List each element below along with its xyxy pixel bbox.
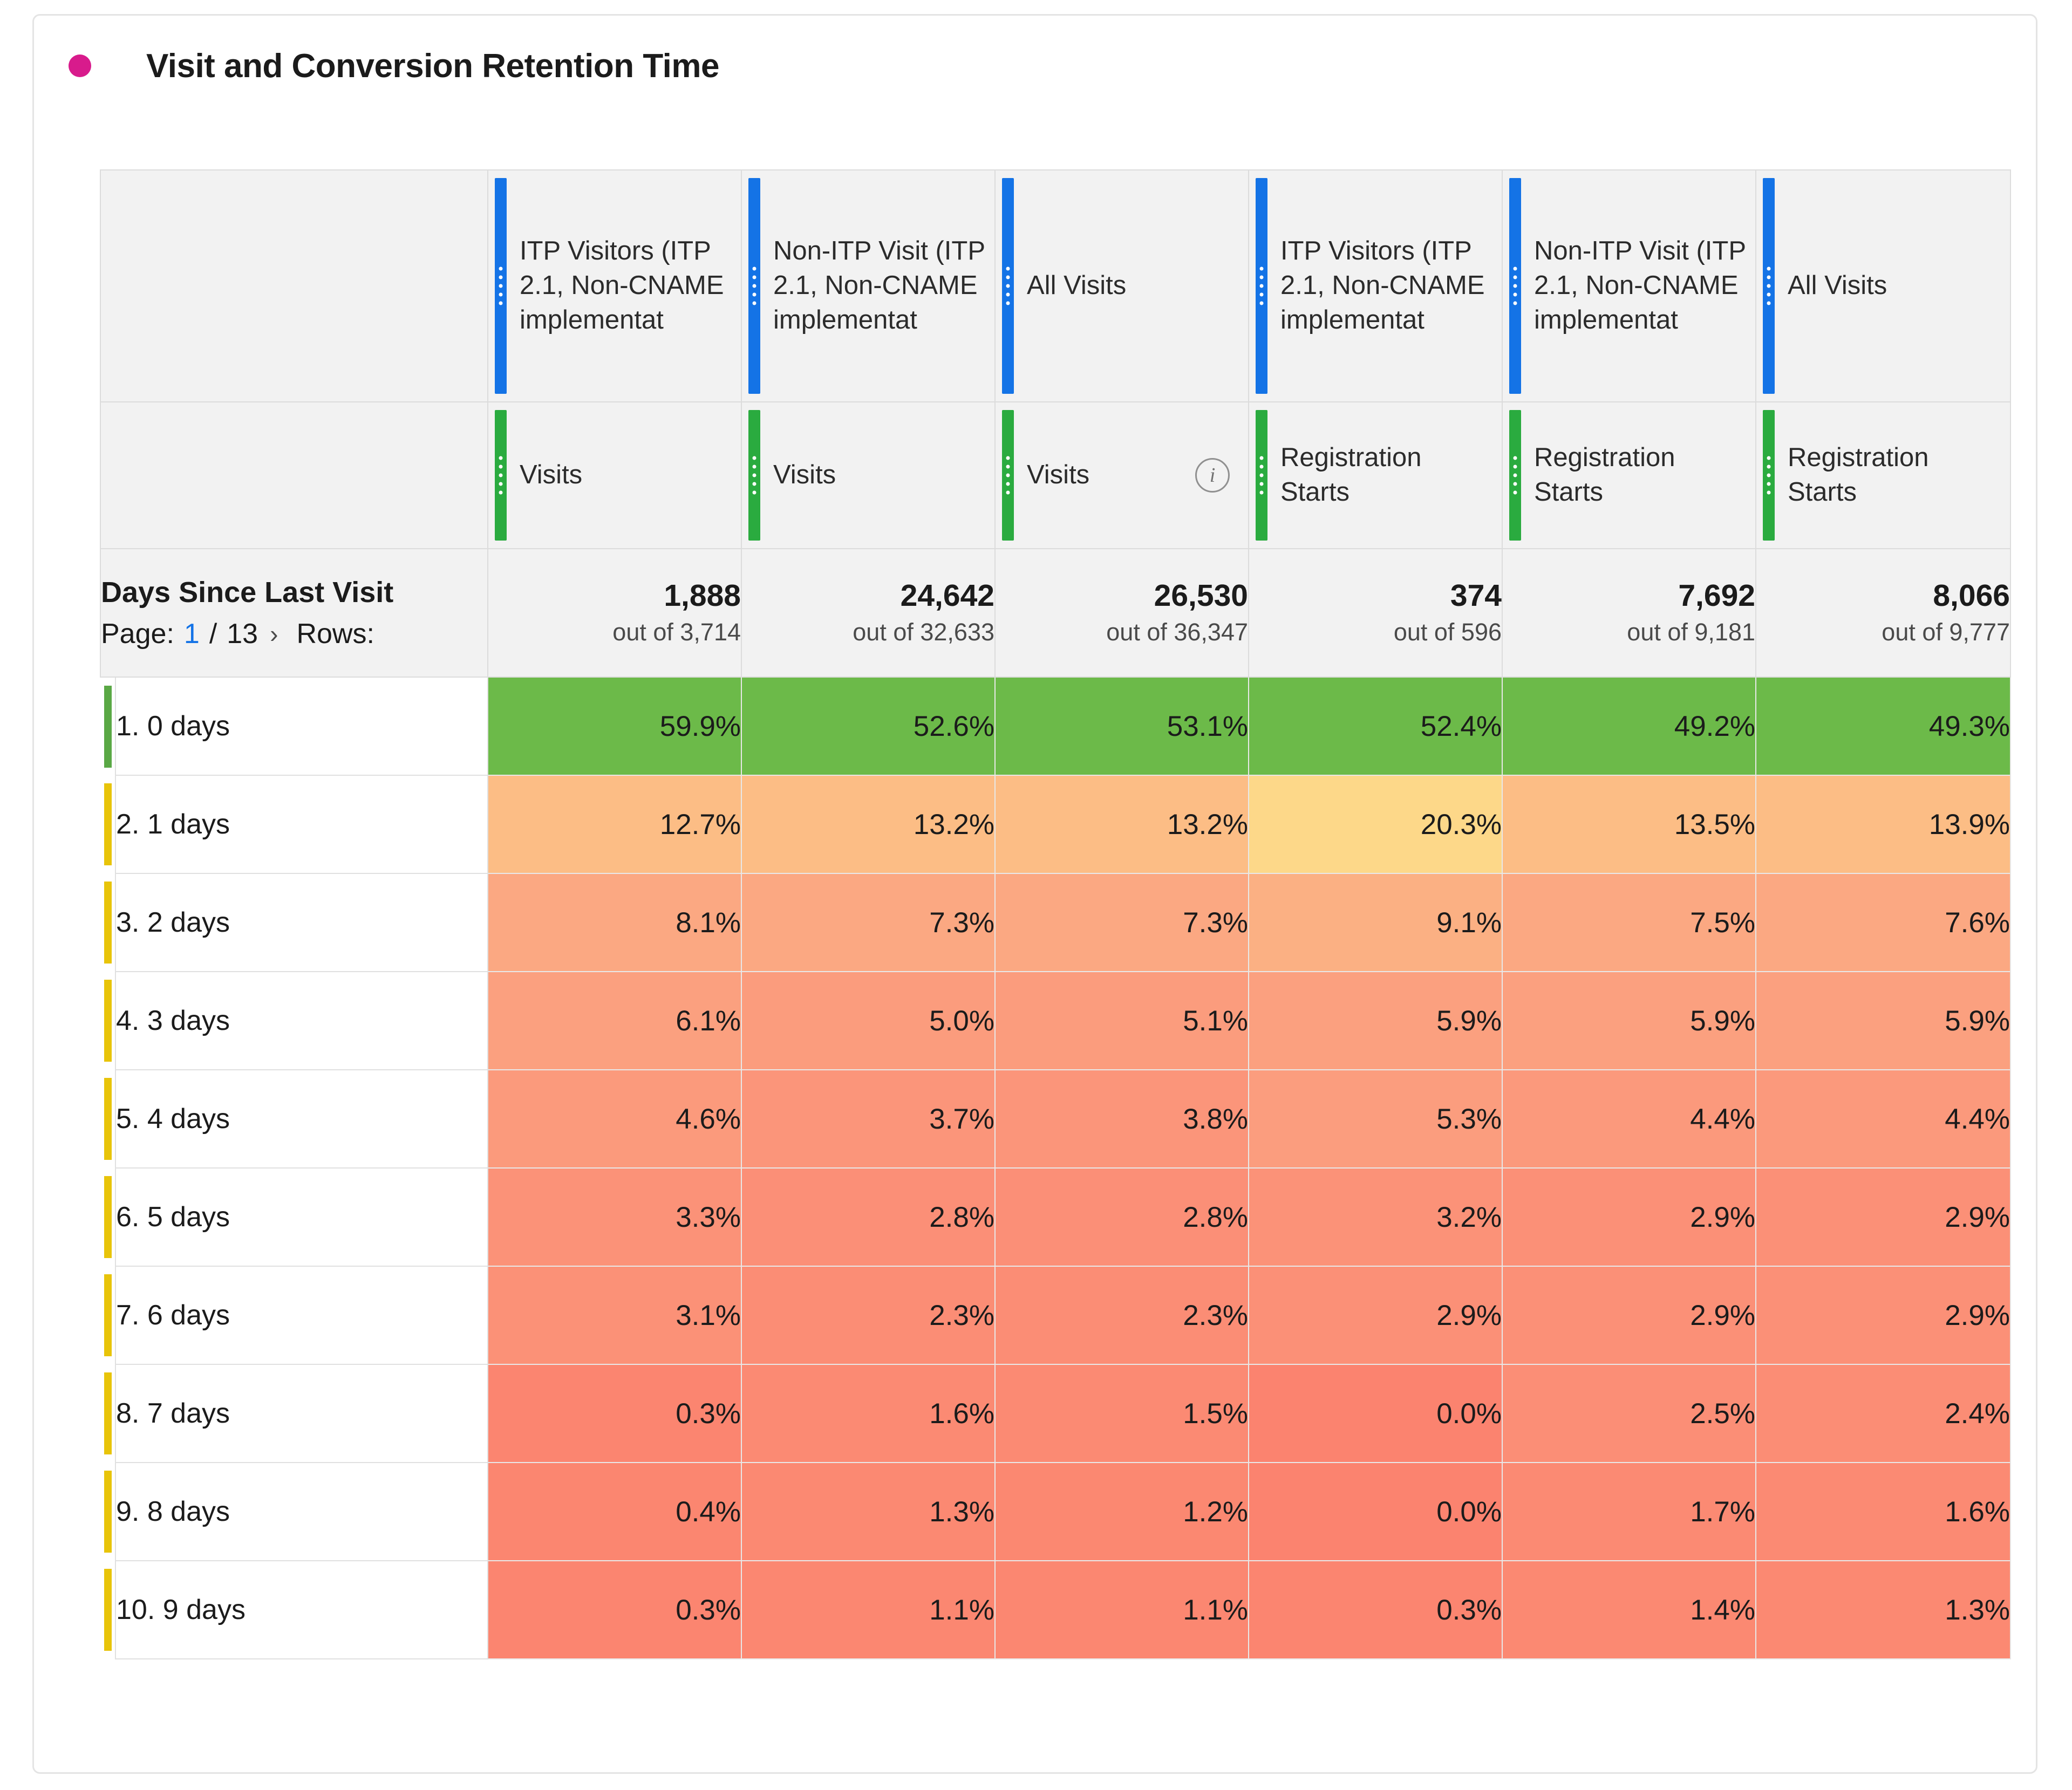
cell-value[interactable]: 5.9%	[1756, 972, 2010, 1070]
cell-value[interactable]: 3.3%	[488, 1168, 741, 1266]
pager	[101, 618, 487, 650]
table-body	[100, 677, 2010, 1659]
table-row[interactable]	[100, 1168, 2010, 1266]
row-color-bar-cell	[100, 1168, 115, 1266]
segment-header-label: All Visits	[1788, 271, 1887, 300]
row-label[interactable]: 3. 2 days	[115, 873, 488, 972]
row-color-bar	[104, 1176, 112, 1258]
drag-handle-icon[interactable]	[1256, 178, 1267, 394]
segment-header-2[interactable]	[995, 170, 1249, 402]
cell-value[interactable]: 7.6%	[1756, 873, 2010, 972]
row-color-bar	[104, 1471, 112, 1553]
cell-value[interactable]: 1.3%	[1756, 1561, 2010, 1659]
total-value: 1,888	[664, 578, 741, 613]
total-value: 26,530	[1154, 578, 1248, 613]
row-color-bar	[104, 882, 112, 964]
dimension-title: Days Since Last Visit	[101, 576, 394, 609]
cell-value[interactable]: 3.8%	[995, 1070, 1249, 1168]
page-title: Visit and Conversion Retention Time	[146, 47, 719, 85]
pager-total-pages: 13	[227, 618, 258, 650]
cell-value[interactable]: 5.3%	[1249, 1070, 1502, 1168]
info-icon[interactable]: i	[1195, 458, 1230, 493]
drag-handle-icon[interactable]	[748, 410, 760, 541]
segment-header-label: All Visits	[1027, 271, 1127, 300]
row-label[interactable]: 5. 4 days	[115, 1070, 488, 1168]
total-outof: out of 596	[1393, 618, 1502, 646]
segment-header-4[interactable]	[1502, 170, 1756, 402]
freeform-table-panel	[32, 14, 2037, 1774]
metric-header-label: Registration Starts	[1280, 443, 1422, 507]
row-label[interactable]: 9. 8 days	[115, 1463, 488, 1561]
row-color-bar	[104, 1274, 112, 1356]
metric-header-5[interactable]	[1756, 402, 2010, 549]
cell-value[interactable]: 13.2%	[995, 775, 1249, 873]
cell-value[interactable]: 0.3%	[488, 1561, 741, 1659]
chevron-right-icon[interactable]: ›	[270, 620, 278, 648]
cell-value[interactable]: 9.1%	[1249, 873, 1502, 972]
row-label[interactable]: 10. 9 days	[115, 1561, 488, 1659]
row-color-bar	[104, 1078, 112, 1160]
segment-header-5[interactable]	[1756, 170, 2010, 402]
total-outof: out of 32,633	[853, 618, 994, 646]
total-value: 8,066	[1933, 578, 2010, 613]
cell-value[interactable]: 2.5%	[1502, 1364, 1756, 1463]
metric-header-2[interactable]	[995, 402, 1249, 549]
row-color-bar	[104, 1372, 112, 1454]
cell-value[interactable]: 0.4%	[488, 1463, 741, 1561]
metric-header-4[interactable]	[1502, 402, 1756, 549]
cell-value[interactable]: 5.1%	[995, 972, 1249, 1070]
cell-value[interactable]: 1.6%	[1756, 1463, 2010, 1561]
freeform-table	[100, 169, 2010, 1659]
cell-value[interactable]: 3.1%	[488, 1266, 741, 1364]
cell-value[interactable]: 7.3%	[741, 873, 995, 972]
row-color-bar-cell	[100, 775, 115, 873]
total-cell-3	[1249, 549, 1502, 677]
cell-value[interactable]: 13.9%	[1756, 775, 2010, 873]
total-value: 24,642	[900, 578, 994, 613]
metric-header-3[interactable]	[1249, 402, 1502, 549]
row-color-bar-cell	[100, 873, 115, 972]
cell-value[interactable]: 0.3%	[1249, 1561, 1502, 1659]
cell-value[interactable]: 1.7%	[1502, 1463, 1756, 1561]
pager-separator: /	[209, 618, 217, 650]
cell-value[interactable]: 0.0%	[1249, 1364, 1502, 1463]
cell-value[interactable]: 52.4%	[1249, 677, 1502, 775]
row-color-bar-cell	[100, 1561, 115, 1659]
metric-header-label: Visits	[1027, 460, 1090, 490]
drag-handle-icon[interactable]	[1763, 410, 1775, 541]
metric-header-label: Visits	[520, 460, 583, 490]
cell-value[interactable]: 7.5%	[1502, 873, 1756, 972]
total-outof: out of 9,777	[1882, 618, 2010, 646]
row-color-bar-cell	[100, 1266, 115, 1364]
cell-value[interactable]: 4.6%	[488, 1070, 741, 1168]
segment-header-label: Non-ITP Visit (ITP 2.1, Non-CNAME implementat	[1534, 236, 1746, 334]
cell-value[interactable]: 13.2%	[741, 775, 995, 873]
cell-value[interactable]: 5.0%	[741, 972, 995, 1070]
cell-value[interactable]: 2.9%	[1249, 1266, 1502, 1364]
row-color-bar	[104, 686, 112, 768]
metric-header-0[interactable]	[488, 402, 741, 549]
cell-value[interactable]: 59.9%	[488, 677, 741, 775]
metric-header-label: Registration Starts	[1788, 443, 1929, 507]
cell-value[interactable]: 2.9%	[1502, 1266, 1756, 1364]
cell-value[interactable]: 52.6%	[741, 677, 995, 775]
cell-value[interactable]: 2.8%	[741, 1168, 995, 1266]
totals-row	[100, 549, 2010, 677]
total-cell-5	[1756, 549, 2010, 677]
total-value: 374	[1450, 578, 1502, 613]
cell-value[interactable]: 2.3%	[995, 1266, 1249, 1364]
table-row[interactable]	[100, 1364, 2010, 1463]
cell-value[interactable]: 8.1%	[488, 873, 741, 972]
cell-value[interactable]: 4.4%	[1502, 1070, 1756, 1168]
segment-header-label: ITP Visitors (ITP 2.1, Non-CNAME implementat	[1280, 236, 1485, 334]
cell-value[interactable]: 3.2%	[1249, 1168, 1502, 1266]
row-color-bar	[104, 783, 112, 865]
table-row[interactable]	[100, 1463, 2010, 1561]
panel-color-dot	[69, 54, 91, 77]
row-color-bar-cell	[100, 1070, 115, 1168]
row-label[interactable]: 1. 0 days	[115, 677, 488, 775]
drag-handle-icon[interactable]	[1002, 410, 1014, 541]
drag-handle-icon[interactable]	[1002, 178, 1014, 394]
segment-header-3[interactable]	[1249, 170, 1502, 402]
total-outof: out of 36,347	[1106, 618, 1248, 646]
header-corner-cell	[100, 170, 488, 402]
cell-value[interactable]: 0.0%	[1249, 1463, 1502, 1561]
cell-value[interactable]: 1.4%	[1502, 1561, 1756, 1659]
cell-value[interactable]: 49.3%	[1756, 677, 2010, 775]
drag-handle-icon[interactable]	[1509, 178, 1521, 394]
dimension-header-cell	[100, 549, 488, 677]
table-row[interactable]	[100, 1070, 2010, 1168]
cell-value[interactable]: 2.8%	[995, 1168, 1249, 1266]
table-row[interactable]	[100, 677, 2010, 775]
total-cell-0	[488, 549, 741, 677]
table-row[interactable]	[100, 1561, 2010, 1659]
cell-value[interactable]: 20.3%	[1249, 775, 1502, 873]
metric-header-label: Registration Starts	[1534, 443, 1675, 507]
total-cell-4	[1502, 549, 1756, 677]
panel-header	[34, 16, 2036, 85]
cell-value[interactable]: 1.5%	[995, 1364, 1249, 1463]
row-color-bar	[104, 980, 112, 1062]
cell-value[interactable]: 1.1%	[741, 1561, 995, 1659]
row-color-bar-cell	[100, 1364, 115, 1463]
drag-handle-icon[interactable]	[1763, 178, 1775, 394]
cell-value[interactable]: 12.7%	[488, 775, 741, 873]
drag-handle-icon[interactable]	[495, 410, 507, 541]
cell-value[interactable]: 1.2%	[995, 1463, 1249, 1561]
drag-handle-icon[interactable]	[495, 178, 507, 394]
cell-value[interactable]: 2.9%	[1756, 1266, 2010, 1364]
segment-header-label: ITP Visitors (ITP 2.1, Non-CNAME implementat	[520, 236, 724, 334]
row-label[interactable]: 8. 7 days	[115, 1364, 488, 1463]
cell-value[interactable]: 2.4%	[1756, 1364, 2010, 1463]
metric-header-label: Visits	[773, 460, 836, 490]
cell-value[interactable]: 1.1%	[995, 1561, 1249, 1659]
total-outof: out of 9,181	[1627, 618, 1755, 646]
segment-header-1[interactable]	[741, 170, 995, 402]
cell-value[interactable]: 2.3%	[741, 1266, 995, 1364]
drag-handle-icon[interactable]	[1509, 410, 1521, 541]
row-color-bar-cell	[100, 677, 115, 775]
cell-value[interactable]: 13.5%	[1502, 775, 1756, 873]
pager-current-page[interactable]: 1	[183, 618, 200, 650]
segment-header-0[interactable]	[488, 170, 741, 402]
cell-value[interactable]: 5.9%	[1249, 972, 1502, 1070]
drag-handle-icon[interactable]	[1256, 410, 1267, 541]
row-label[interactable]: 6. 5 days	[115, 1168, 488, 1266]
segment-header-label: Non-ITP Visit (ITP 2.1, Non-CNAME implementat	[773, 236, 985, 334]
row-label[interactable]: 2. 1 days	[115, 775, 488, 873]
row-label[interactable]: 4. 3 days	[115, 972, 488, 1070]
row-color-bar	[104, 1569, 112, 1651]
drag-handle-icon[interactable]	[748, 178, 760, 394]
table-row[interactable]	[100, 972, 2010, 1070]
segment-header-row	[100, 170, 2010, 402]
table-row[interactable]	[100, 1266, 2010, 1364]
metric-header-1[interactable]	[741, 402, 995, 549]
row-color-bar-cell	[100, 972, 115, 1070]
row-label[interactable]: 7. 6 days	[115, 1266, 488, 1364]
cell-value[interactable]: 49.2%	[1502, 677, 1756, 775]
metric-header-row	[100, 402, 2010, 549]
cell-value[interactable]: 7.3%	[995, 873, 1249, 972]
cell-value[interactable]: 4.4%	[1756, 1070, 2010, 1168]
cell-value[interactable]: 2.9%	[1502, 1168, 1756, 1266]
cell-value[interactable]: 53.1%	[995, 677, 1249, 775]
row-color-bar-cell	[100, 1463, 115, 1561]
total-cell-2	[995, 549, 1249, 677]
cell-value[interactable]: 1.6%	[741, 1364, 995, 1463]
cell-value[interactable]: 6.1%	[488, 972, 741, 1070]
cell-value[interactable]: 5.9%	[1502, 972, 1756, 1070]
cell-value[interactable]: 0.3%	[488, 1364, 741, 1463]
metric-header-corner-cell	[100, 402, 488, 549]
pager-label: Page:	[101, 618, 174, 650]
total-outof: out of 3,714	[612, 618, 741, 646]
pager-rows-label: Rows:	[296, 618, 374, 650]
cell-value[interactable]: 2.9%	[1756, 1168, 2010, 1266]
cell-value[interactable]: 3.7%	[741, 1070, 995, 1168]
cell-value[interactable]: 1.3%	[741, 1463, 995, 1561]
total-value: 7,692	[1678, 578, 1755, 613]
table-row[interactable]	[100, 873, 2010, 972]
table-row[interactable]	[100, 775, 2010, 873]
total-cell-1	[741, 549, 995, 677]
